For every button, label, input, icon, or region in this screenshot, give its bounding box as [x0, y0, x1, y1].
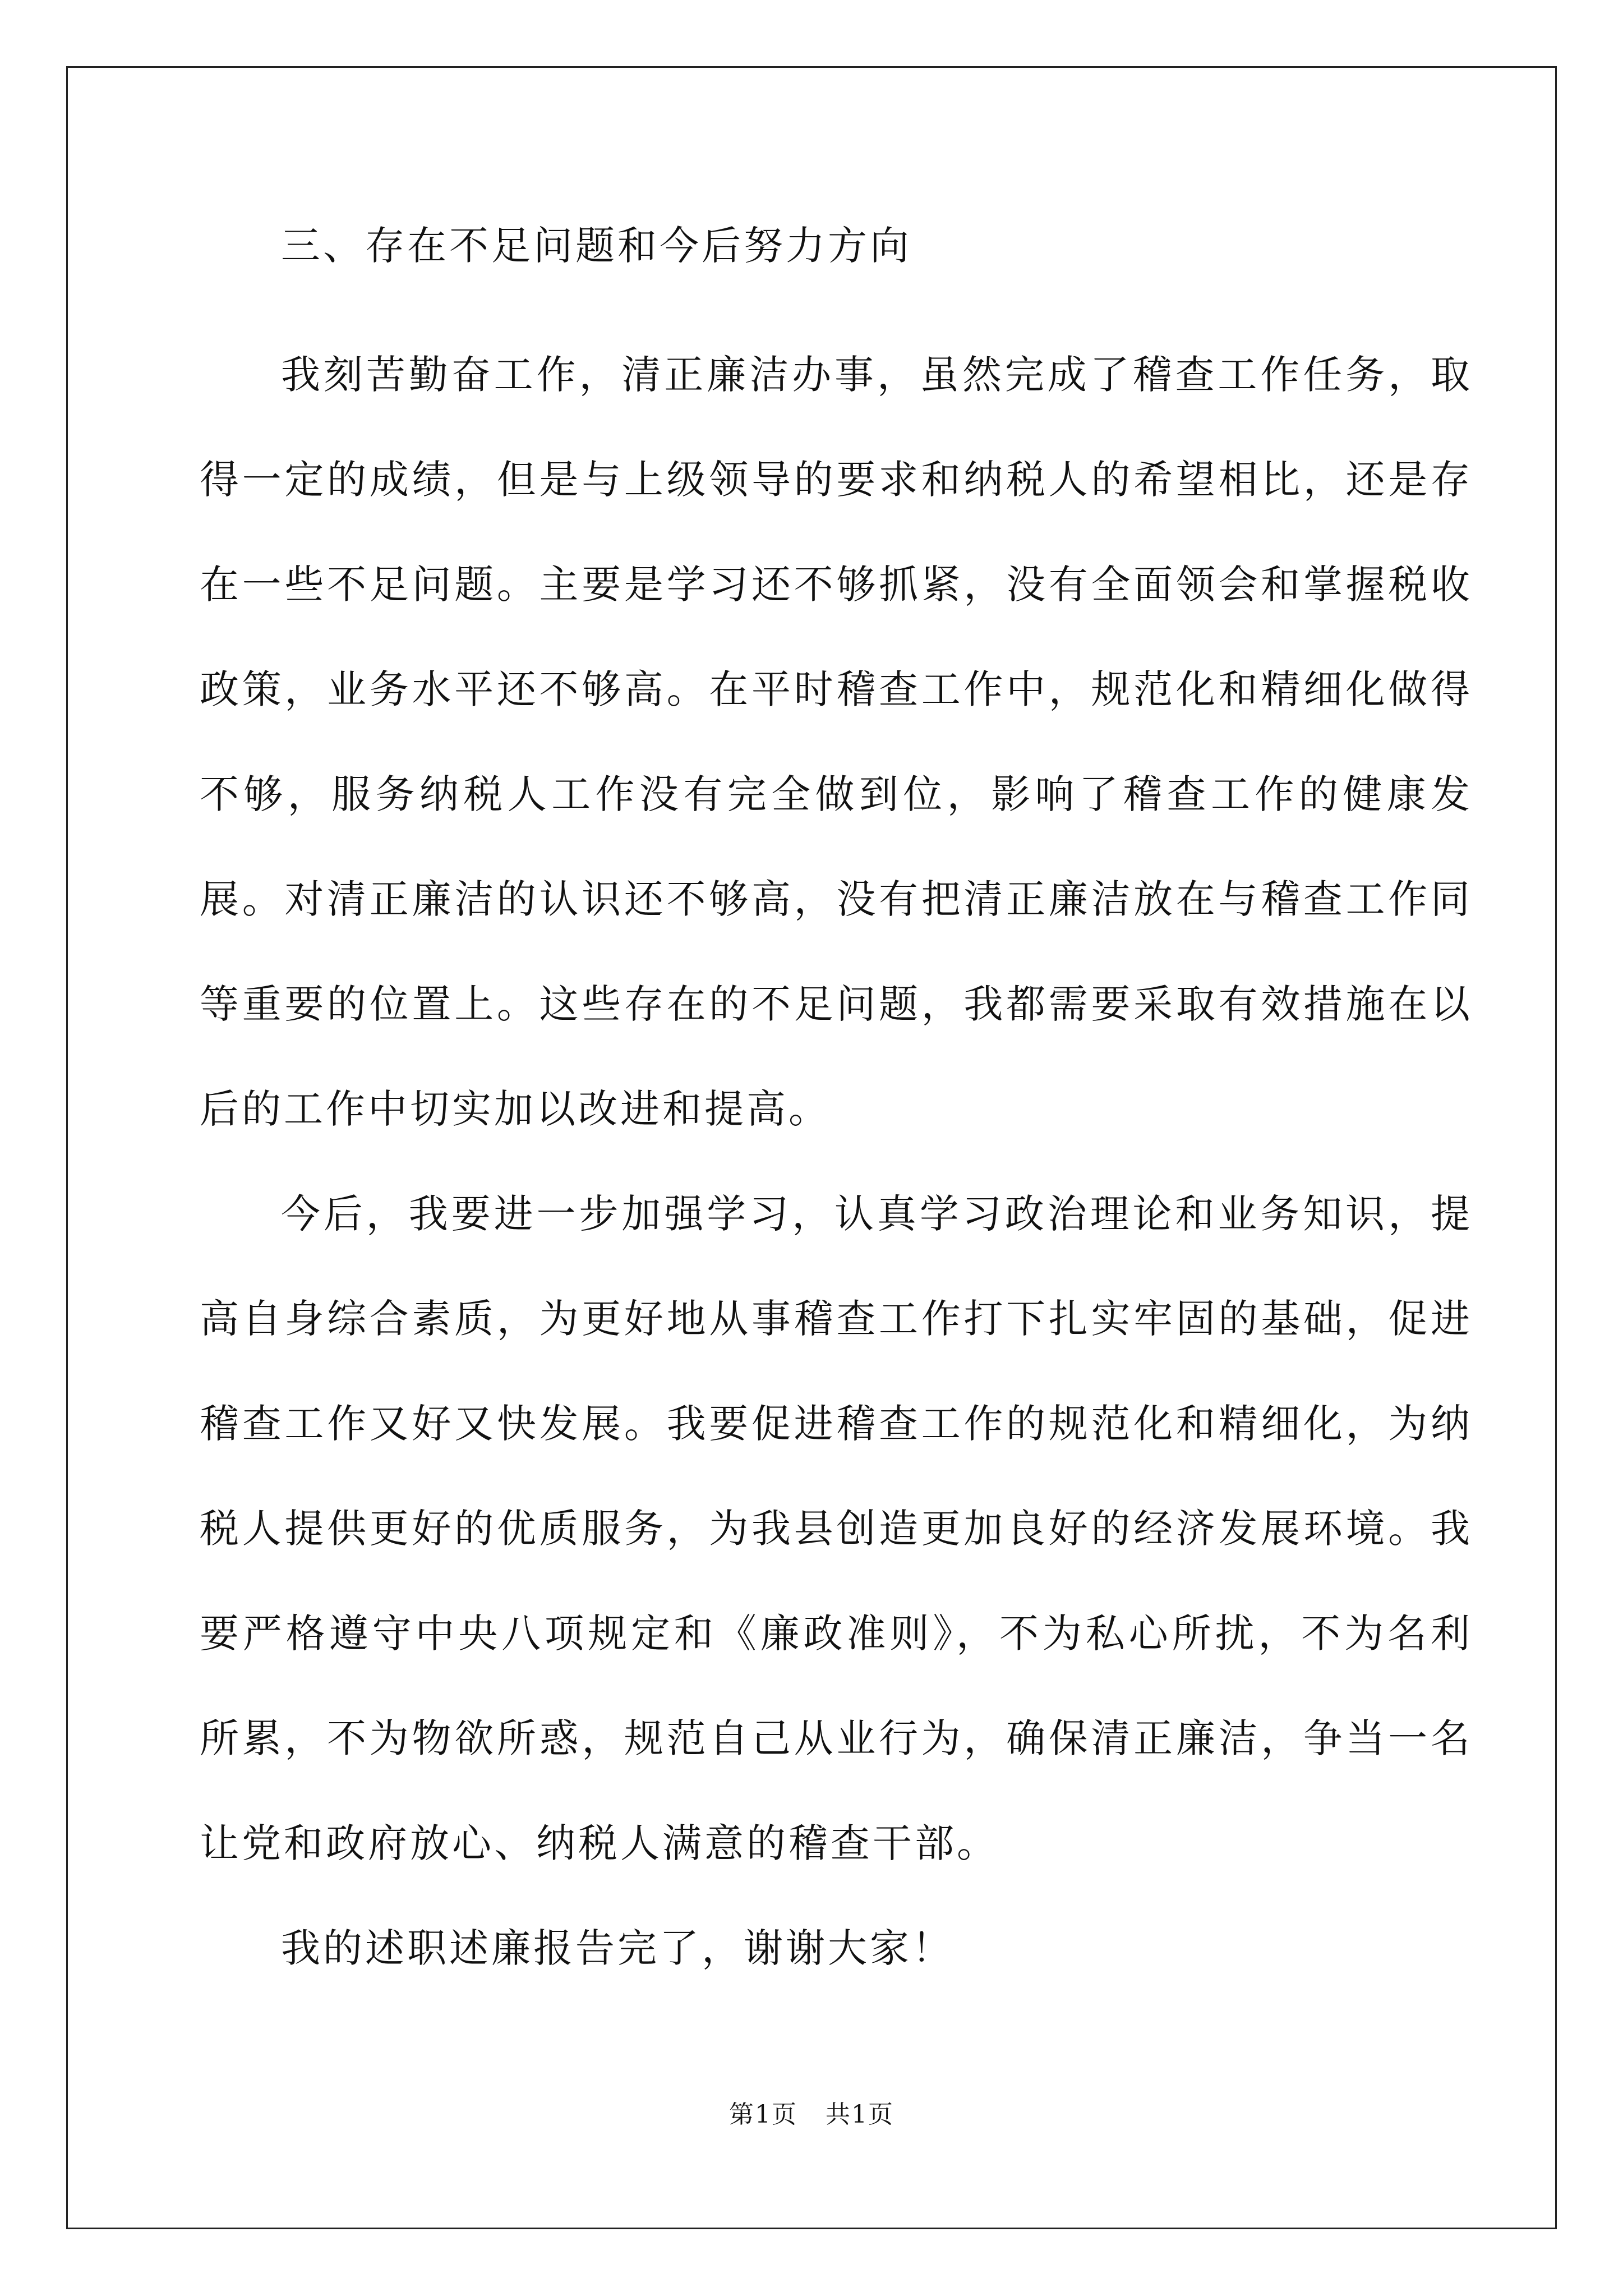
paragraph-2: 今后，我要进一步加强学习，认真学习政治理论和业务知识，提高自身综合素质，为更好地从事稽查工作打下扎实牢固的基础，促进稽查工作又好又快发展。我要促进稽查工作的规范化和精细化，为纳税人提供更好的优质服务，为我县创造更加良好的经济发展环境。我要严格遵守中央八项规定和《廉政准则》，不为私心所扰，不为名利所累，不为物欲所惑，规范自己从业行为，确保清正廉洁，争当一名让党和政府放心、纳税人满意的稽查干部。	[200, 1191, 1473, 1866]
page-number-total: 共1页	[826, 2100, 894, 2129]
page-footer	[0, 2098, 1623, 2132]
paragraph-3: 我的述职述廉报告完了，谢谢大家！	[281, 1925, 954, 1971]
section-heading: 三、存在不足问题和今后努力方向	[281, 223, 912, 269]
page-number-current: 第1页	[729, 2100, 797, 2129]
document-body	[200, 218, 1473, 2001]
paragraph-1: 我刻苦勤奋工作，清正廉洁办事，虽然完成了稽查工作任务，取得一定的成绩，但是与上级领导的要求和纳税人的希望相比，还是存在一些不足问题。主要是学习还不够抓紧，没有全面领会和掌握税收政策，业务水平还不够高。在平时稽查工作中，规范化和精细化做得不够，服务纳税人工作没有完全做到位，影响了稽查工作的健康发展。对清正廉洁的认识还不够高，没有把清正廉洁放在与稽查工作同等重要的位置上。这些存在的不足问题，我都需要采取有效措施在以后的工作中切实加以改进和提高。	[200, 352, 1473, 1132]
